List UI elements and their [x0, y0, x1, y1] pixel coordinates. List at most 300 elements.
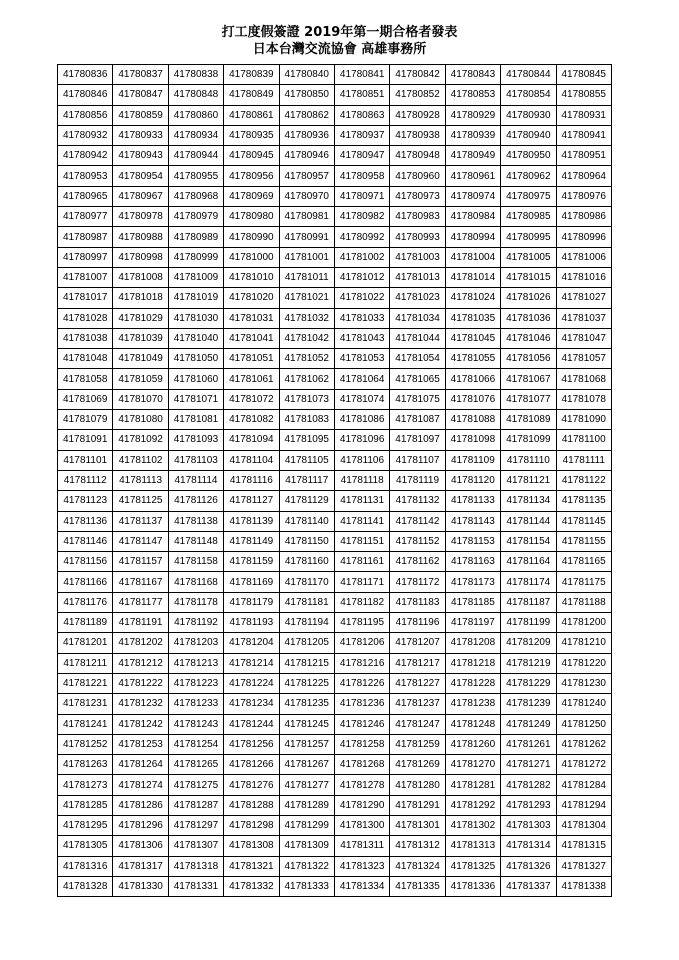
table-row: [58, 572, 612, 592]
table-row: [58, 207, 612, 227]
applicant-number-cell: 41781241: [58, 714, 113, 734]
applicant-number-cell: 41780990: [224, 227, 279, 247]
applicant-number-cell: 41781109: [445, 450, 500, 470]
applicant-number-cell: 41781051: [224, 349, 279, 369]
applicant-number-cell: 41781139: [224, 511, 279, 531]
applicant-number-cell: 41781093: [168, 430, 223, 450]
applicant-number-cell: 41780940: [501, 125, 556, 145]
applicant-number-cell: 41781167: [113, 572, 168, 592]
table-row: [58, 65, 612, 85]
table-row: [58, 531, 612, 551]
applicant-number-cell: 41781281: [445, 775, 500, 795]
applicant-number-cell: 41781236: [334, 694, 389, 714]
applicant-number-cell: 41780928: [390, 105, 445, 125]
applicant-number-cell: 41781030: [168, 308, 223, 328]
applicant-number-cell: 41780965: [58, 186, 113, 206]
applicant-number-cell: 41781173: [445, 572, 500, 592]
applicant-number-cell: 41781280: [390, 775, 445, 795]
applicant-number-cell: 41780846: [58, 85, 113, 105]
applicant-number-cell: 41781239: [501, 694, 556, 714]
applicant-number-cell: 41781204: [224, 633, 279, 653]
applicant-number-cell: 41780986: [556, 207, 611, 227]
applicant-number-cell: 41781209: [501, 633, 556, 653]
applicant-number-cell: 41781185: [445, 592, 500, 612]
applicant-number-cell: 41780862: [279, 105, 334, 125]
applicant-number-cell: 41781290: [334, 795, 389, 815]
applicant-number-cell: 41781089: [501, 410, 556, 430]
applicant-number-cell: 41781333: [279, 876, 334, 896]
applicant-number-cell: 41781067: [501, 369, 556, 389]
applicant-number-cell: 41781207: [390, 633, 445, 653]
applicant-number-cell: 41780934: [168, 125, 223, 145]
applicant-number-cell: 41781126: [168, 491, 223, 511]
applicant-number-cell: 41781168: [168, 572, 223, 592]
applicant-number-cell: 41780957: [279, 166, 334, 186]
issuing-office: 日本台灣交流協會 高雄事務所: [252, 42, 427, 57]
applicant-number-cell: 41781161: [334, 552, 389, 572]
applicant-number-cell: 41781231: [58, 694, 113, 714]
applicant-number-cell: 41781131: [334, 491, 389, 511]
applicant-number-cell: 41781306: [113, 836, 168, 856]
table-row: [58, 186, 612, 206]
table-row: [58, 836, 612, 856]
applicant-number-cell: 41780836: [58, 65, 113, 85]
table-row: [58, 430, 612, 450]
applicant-number-cell: 41781171: [334, 572, 389, 592]
applicant-number-cell: 41780861: [224, 105, 279, 125]
applicant-number-cell: 41781026: [501, 288, 556, 308]
applicant-number-cell: 41781175: [556, 572, 611, 592]
table-row: [58, 369, 612, 389]
applicant-number-cell: 41781275: [168, 775, 223, 795]
table-row: [58, 755, 612, 775]
applicant-number-cell: 41781148: [168, 531, 223, 551]
applicant-number-cell: 41781170: [279, 572, 334, 592]
applicant-number-cell: 41781317: [113, 856, 168, 876]
applicant-number-cell: 41780839: [224, 65, 279, 85]
applicant-number-cell: 41781066: [445, 369, 500, 389]
applicant-number-cell: 41780949: [445, 146, 500, 166]
table-row: [58, 288, 612, 308]
table-row: [58, 714, 612, 734]
table-row: [58, 592, 612, 612]
applicant-number-cell: 41781278: [334, 775, 389, 795]
table-row: [58, 815, 612, 835]
applicant-number-cell: 41781163: [445, 552, 500, 572]
applicant-number-cell: 41781305: [58, 836, 113, 856]
applicant-number-cell: 41781291: [390, 795, 445, 815]
applicant-number-cell: 41781289: [279, 795, 334, 815]
applicant-number-cell: 41780848: [168, 85, 223, 105]
applicant-number-cell: 41780993: [390, 227, 445, 247]
applicant-number-cell: 41781080: [113, 410, 168, 430]
applicant-number-cell: 41781336: [445, 876, 500, 896]
applicant-number-cell: 41781219: [501, 653, 556, 673]
applicant-number-cell: 41781146: [58, 531, 113, 551]
applicant-number-cell: 41781188: [556, 592, 611, 612]
table-row: [58, 795, 612, 815]
applicant-number-cell: 41781165: [556, 552, 611, 572]
applicant-number-cell: 41781094: [224, 430, 279, 450]
applicant-number-cell: 41781269: [390, 755, 445, 775]
applicant-number-cell: 41781276: [224, 775, 279, 795]
applicant-number-cell: 41781111: [556, 450, 611, 470]
applicant-number-cell: 41781152: [390, 531, 445, 551]
applicant-number-cell: 41781260: [445, 734, 500, 754]
applicant-number-cell: 41781065: [390, 369, 445, 389]
table-row: [58, 349, 612, 369]
applicant-number-cell: 41780938: [390, 125, 445, 145]
applicant-number-cell: 41781129: [279, 491, 334, 511]
applicant-number-cell: 41781220: [556, 653, 611, 673]
applicant-number-cell: 41781193: [224, 613, 279, 633]
applicant-number-cell: 41781101: [58, 450, 113, 470]
applicant-number-cell: 41780995: [501, 227, 556, 247]
applicant-number-cell: 41781009: [168, 267, 223, 287]
applicant-number-cell: 41781123: [58, 491, 113, 511]
applicant-number-cell: 41780945: [224, 146, 279, 166]
applicant-number-cell: 41780847: [113, 85, 168, 105]
applicant-number-cell: 41781018: [113, 288, 168, 308]
applicant-number-cell: 41781068: [556, 369, 611, 389]
applicant-number-cell: 41781296: [113, 815, 168, 835]
applicant-number-cell: 41781034: [390, 308, 445, 328]
table-row: [58, 734, 612, 754]
applicant-number-cell: 41781293: [501, 795, 556, 815]
applicant-number-cell: 41780976: [556, 186, 611, 206]
applicant-number-cell: 41781052: [279, 349, 334, 369]
applicant-number-cell: 41781327: [556, 856, 611, 876]
applicant-number-cell: 41781036: [501, 308, 556, 328]
applicant-number-cell: 41781253: [113, 734, 168, 754]
applicant-number-cell: 41781287: [168, 795, 223, 815]
applicant-number-cell: 41781112: [58, 470, 113, 490]
document-title: 打工度假簽證 2019年第一期合格者發表: [221, 25, 458, 40]
applicant-number-cell: 41781132: [390, 491, 445, 511]
table-row: [58, 389, 612, 409]
applicant-number-cell: 41781142: [390, 511, 445, 531]
applicant-number-cell: 41781174: [501, 572, 556, 592]
table-row: [58, 876, 612, 896]
applicant-number-cell: 41781284: [556, 775, 611, 795]
applicant-number-cell: 41780935: [224, 125, 279, 145]
applicant-number-cell: 41781325: [445, 856, 500, 876]
applicant-number-cell: 41781150: [279, 531, 334, 551]
applicant-number-cell: 41780999: [168, 247, 223, 267]
applicant-number-cell: 41781120: [445, 470, 500, 490]
applicant-number-cell: 41781006: [556, 247, 611, 267]
applicant-number-cell: 41781054: [390, 349, 445, 369]
applicant-number-cell: 41781145: [556, 511, 611, 531]
applicant-number-cell: 41780989: [168, 227, 223, 247]
applicant-number-cell: 41780943: [113, 146, 168, 166]
applicant-number-cell: 41781027: [556, 288, 611, 308]
applicant-number-cell: 41780842: [390, 65, 445, 85]
applicant-number-cell: 41781005: [501, 247, 556, 267]
applicant-number-cell: 41781004: [445, 247, 500, 267]
applicant-number-cell: 41781177: [113, 592, 168, 612]
applicant-number-cell: 41780933: [113, 125, 168, 145]
applicant-number-cell: 41781023: [390, 288, 445, 308]
applicant-number-cell: 41781097: [390, 430, 445, 450]
applicant-number-cell: 41781011: [279, 267, 334, 287]
applicant-number-cell: 41781154: [501, 531, 556, 551]
applicant-number-cell: 41780982: [334, 207, 389, 227]
table-row: [58, 491, 612, 511]
applicant-number-cell: 41780950: [501, 146, 556, 166]
applicant-number-cell: 41781222: [113, 673, 168, 693]
applicant-number-cell: 41781071: [168, 389, 223, 409]
applicant-number-cell: 41781155: [556, 531, 611, 551]
applicant-number-cell: 41781285: [58, 795, 113, 815]
applicant-number-cell: 41781037: [556, 308, 611, 328]
applicant-number-cell: 41781252: [58, 734, 113, 754]
table-row: [58, 613, 612, 633]
applicant-number-cell: 41781053: [334, 349, 389, 369]
applicant-number-cell: 41781144: [501, 511, 556, 531]
applicant-number-cell: 41781272: [556, 755, 611, 775]
passed-applicants-table: [57, 64, 612, 897]
applicant-number-cell: 41781256: [224, 734, 279, 754]
table-row: [58, 166, 612, 186]
table-row: [58, 673, 612, 693]
table-row: [58, 227, 612, 247]
applicant-number-cell: 41781045: [445, 328, 500, 348]
applicant-number-cell: 41781182: [334, 592, 389, 612]
applicant-number-cell: 41781187: [501, 592, 556, 612]
applicant-number-cell: 41781221: [58, 673, 113, 693]
applicant-number-cell: 41781314: [501, 836, 556, 856]
applicant-number-cell: 41781227: [390, 673, 445, 693]
applicant-number-cell: 41781003: [390, 247, 445, 267]
applicant-number-cell: 41780948: [390, 146, 445, 166]
applicant-number-cell: 41781247: [390, 714, 445, 734]
applicant-number-cell: 41781116: [224, 470, 279, 490]
table-row: [58, 328, 612, 348]
applicant-number-cell: 41781110: [501, 450, 556, 470]
applicant-number-cell: 41781078: [556, 389, 611, 409]
applicant-number-cell: 41780939: [445, 125, 500, 145]
applicant-number-cell: 41781172: [390, 572, 445, 592]
applicant-number-cell: 41781012: [334, 267, 389, 287]
applicant-number-cell: 41781217: [390, 653, 445, 673]
applicant-number-cell: 41781299: [279, 815, 334, 835]
applicant-number-cell: 41781210: [556, 633, 611, 653]
applicant-number-cell: 41781127: [224, 491, 279, 511]
applicant-number-cell: 41781334: [334, 876, 389, 896]
applicant-number-cell: 41781151: [334, 531, 389, 551]
table-row: [58, 552, 612, 572]
applicant-number-cell: 41781020: [224, 288, 279, 308]
applicant-number-cell: 41781039: [113, 328, 168, 348]
applicant-number-cell: 41781010: [224, 267, 279, 287]
applicant-number-cell: 41780841: [334, 65, 389, 85]
applicant-number-cell: 41781095: [279, 430, 334, 450]
applicant-number-cell: 41781201: [58, 633, 113, 653]
table-row: [58, 267, 612, 287]
applicant-number-cell: 41781059: [113, 369, 168, 389]
applicant-number-cell: 41780996: [556, 227, 611, 247]
applicant-number-cell: 41780958: [334, 166, 389, 186]
applicant-number-cell: 41781189: [58, 613, 113, 633]
applicant-number-cell: 41781143: [445, 511, 500, 531]
applicant-number-cell: 41781015: [501, 267, 556, 287]
applicant-number-cell: 41781234: [224, 694, 279, 714]
applicant-number-cell: 41780954: [113, 166, 168, 186]
applicant-number-cell: 41781261: [501, 734, 556, 754]
applicant-number-cell: 41781181: [279, 592, 334, 612]
applicant-number-cell: 41781133: [445, 491, 500, 511]
applicant-number-cell: 41781302: [445, 815, 500, 835]
applicant-number-cell: 41781064: [334, 369, 389, 389]
applicant-number-cell: 41781309: [279, 836, 334, 856]
applicant-number-cell: 41780973: [390, 186, 445, 206]
applicant-number-cell: 41780975: [501, 186, 556, 206]
applicant-number-cell: 41780853: [445, 85, 500, 105]
applicant-number-cell: 41781303: [501, 815, 556, 835]
table-row: [58, 694, 612, 714]
applicant-number-cell: 41781277: [279, 775, 334, 795]
applicant-number-cell: 41781200: [556, 613, 611, 633]
applicant-number-cell: 41781157: [113, 552, 168, 572]
applicant-number-cell: 41781213: [168, 653, 223, 673]
applicant-number-cell: 41781077: [501, 389, 556, 409]
table-row: [58, 125, 612, 145]
applicant-number-cell: 41781031: [224, 308, 279, 328]
applicant-number-cell: 41780955: [168, 166, 223, 186]
applicant-number-cell: 41781087: [390, 410, 445, 430]
applicant-number-cell: 41780974: [445, 186, 500, 206]
applicant-number-cell: 41781088: [445, 410, 500, 430]
applicant-number-cell: 41781016: [556, 267, 611, 287]
applicant-number-cell: 41781044: [390, 328, 445, 348]
applicant-number-cell: 41781295: [58, 815, 113, 835]
applicant-number-cell: 41781049: [113, 349, 168, 369]
applicant-number-cell: 41781140: [279, 511, 334, 531]
applicant-number-cell: 41780843: [445, 65, 500, 85]
applicant-number-cell: 41781206: [334, 633, 389, 653]
applicant-number-cell: 41781153: [445, 531, 500, 551]
applicant-number-cell: 41781136: [58, 511, 113, 531]
applicant-number-cell: 41781158: [168, 552, 223, 572]
applicant-number-cell: 41780837: [113, 65, 168, 85]
applicant-number-cell: 41781147: [113, 531, 168, 551]
applicant-number-cell: 41781122: [556, 470, 611, 490]
applicant-number-cell: 41781338: [556, 876, 611, 896]
applicant-number-cell: 41781081: [168, 410, 223, 430]
applicant-number-cell: 41781169: [224, 572, 279, 592]
applicant-number-cell: 41781197: [445, 613, 500, 633]
applicant-number-cell: 41781271: [501, 755, 556, 775]
applicant-number-cell: 41781043: [334, 328, 389, 348]
applicant-number-cell: 41781249: [501, 714, 556, 734]
applicant-number-cell: 41781265: [168, 755, 223, 775]
applicant-number-cell: 41781326: [501, 856, 556, 876]
applicant-number-cell: 41781258: [334, 734, 389, 754]
applicant-number-cell: 41781047: [556, 328, 611, 348]
applicant-number-cell: 41781307: [168, 836, 223, 856]
applicant-number-cell: 41780863: [334, 105, 389, 125]
applicant-number-cell: 41781300: [334, 815, 389, 835]
table-row: [58, 511, 612, 531]
applicant-number-cell: 41781007: [58, 267, 113, 287]
applicant-number-cell: 41781055: [445, 349, 500, 369]
table-row: [58, 308, 612, 328]
applicant-number-cell: 41781164: [501, 552, 556, 572]
applicant-number-cell: 41781069: [58, 389, 113, 409]
applicant-number-cell: 41781013: [390, 267, 445, 287]
applicant-number-cell: 41781113: [113, 470, 168, 490]
applicant-number-cell: 41780951: [556, 146, 611, 166]
applicant-number-cell: 41781183: [390, 592, 445, 612]
table-row: [58, 775, 612, 795]
table-row: [58, 450, 612, 470]
applicant-number-cell: 41780850: [279, 85, 334, 105]
applicant-number-cell: 41781264: [113, 755, 168, 775]
applicant-number-cell: 41781019: [168, 288, 223, 308]
applicant-number-cell: 41781035: [445, 308, 500, 328]
applicant-number-cell: 41781008: [113, 267, 168, 287]
applicant-number-cell: 41781229: [501, 673, 556, 693]
applicant-number-cell: 41781162: [390, 552, 445, 572]
applicant-number-cell: 41781017: [58, 288, 113, 308]
applicant-number-cell: 41781160: [279, 552, 334, 572]
applicant-number-cell: 41781135: [556, 491, 611, 511]
applicant-number-cell: 41780860: [168, 105, 223, 125]
applicant-number-cell: 41781228: [445, 673, 500, 693]
applicant-number-cell: 41781263: [58, 755, 113, 775]
applicant-number-cell: 41781250: [556, 714, 611, 734]
applicant-number-cell: 41781245: [279, 714, 334, 734]
applicant-number-cell: 41780852: [390, 85, 445, 105]
applicant-number-cell: 41781248: [445, 714, 500, 734]
applicant-number-cell: 41781316: [58, 856, 113, 876]
applicant-number-cell: 41781125: [113, 491, 168, 511]
applicant-number-cell: 41781322: [279, 856, 334, 876]
applicant-number-cell: 41781246: [334, 714, 389, 734]
applicant-number-cell: 41781082: [224, 410, 279, 430]
applicant-number-cell: 41781014: [445, 267, 500, 287]
applicant-number-cell: 41781311: [334, 836, 389, 856]
applicant-number-cell: 41781076: [445, 389, 500, 409]
applicant-number-cell: 41781002: [334, 247, 389, 267]
applicant-number-cell: 41781117: [279, 470, 334, 490]
applicant-number-cell: 41781072: [224, 389, 279, 409]
applicant-number-cell: 41781024: [445, 288, 500, 308]
applicant-number-cell: 41781176: [58, 592, 113, 612]
applicant-number-cell: 41781211: [58, 653, 113, 673]
applicant-number-cell: 41780991: [279, 227, 334, 247]
applicant-number-cell: 41781243: [168, 714, 223, 734]
applicant-number-cell: 41781000: [224, 247, 279, 267]
applicant-number-cell: 41781096: [334, 430, 389, 450]
applicant-number-cell: 41780947: [334, 146, 389, 166]
applicant-number-cell: 41781266: [224, 755, 279, 775]
applicant-number-cell: 41781332: [224, 876, 279, 896]
applicant-number-cell: 41781286: [113, 795, 168, 815]
applicant-number-cell: 41781335: [390, 876, 445, 896]
applicant-number-cell: 41781288: [224, 795, 279, 815]
applicant-number-cell: 41781237: [390, 694, 445, 714]
applicant-number-cell: 41781294: [556, 795, 611, 815]
applicant-number-cell: 41781041: [224, 328, 279, 348]
table-row: [58, 105, 612, 125]
applicant-number-cell: 41780844: [501, 65, 556, 85]
applicant-number-cell: 41781242: [113, 714, 168, 734]
applicant-number-cell: 41781218: [445, 653, 500, 673]
applicant-number-cell: 41781079: [58, 410, 113, 430]
applicant-number-cell: 41781114: [168, 470, 223, 490]
